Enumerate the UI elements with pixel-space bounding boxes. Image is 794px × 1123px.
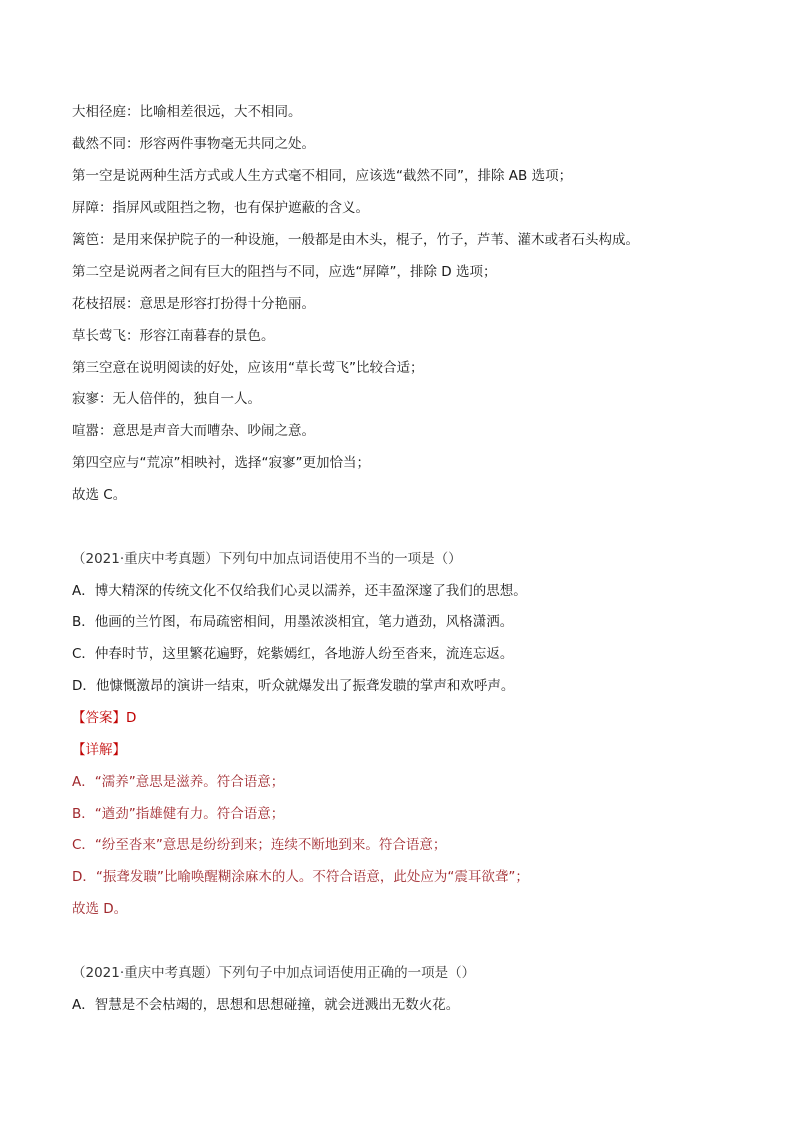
question-stem: （2021·重庆中考真题）下列句子中加点词语使用正确的一项是（） bbox=[72, 965, 476, 981]
detail-line: A．“濡养”意思是滋养。符合语意； bbox=[72, 774, 285, 790]
explanation-line: 第二空是说两者之间有巨大的阻挡与不同，应选“屏障”，排除 D 选项； bbox=[72, 264, 497, 280]
conclusion-line: 故选 C。 bbox=[72, 487, 127, 503]
explanation-line: 草长莺飞：形容江南暮春的景色。 bbox=[72, 328, 275, 344]
explanation-line: 第四空应与“荒凉”相映衬，选择“寂寥”更加恰当； bbox=[72, 455, 370, 471]
explanation-line: 寂寥：无人倍伴的，独自一人。 bbox=[72, 391, 261, 407]
option-b: B．他画的兰竹图，布局疏密相间，用墨浓淡相宜，笔力遒劲，风格潇洒。 bbox=[72, 614, 514, 630]
option-a: A．博大精深的传统文化不仅给我们心灵以濡养，还丰盈深邃了我们的思想。 bbox=[72, 583, 527, 599]
explanation-line: 花枝招展：意思是形容打扮得十分艳丽。 bbox=[72, 296, 315, 312]
explanation-line: 大相径庭：比喻相差很远，大不相同。 bbox=[72, 104, 302, 120]
explanation-line: 第三空意在说明阅读的好处，应该用“草长莺飞”比较合适； bbox=[72, 360, 424, 376]
explanation-line: 篱笆：是用来保护院子的一种设施，一般都是由木头，棍子，竹子，芦苇、灌木或者石头构成。 bbox=[72, 232, 639, 248]
question-stem: （2021·重庆中考真题）下列句中加点词语使用不当的一项是（） bbox=[72, 551, 462, 567]
explanation-line: 屏障：指屏风或阻挡之物，也有保护遮蔽的含义。 bbox=[72, 200, 369, 216]
explanation-line: 第一空是说两种生活方式或人生方式毫不相同，应该选“截然不同”，排除 AB 选项； bbox=[72, 168, 573, 184]
option-d: D．他慷慨激昂的演讲一结束，听众就爆发出了振聋发聩的掌声和欢呼声。 bbox=[72, 678, 515, 694]
detail-line: B．“遒劲”指雄健有力。符合语意； bbox=[72, 806, 285, 822]
option-c: C．仲春时节，这里繁花遍野，姹紫嫣红，各地游人纷至沓来，流连忘返。 bbox=[72, 646, 514, 662]
detail-conclusion: 故选 D。 bbox=[72, 901, 128, 917]
detail-line: C．“纷至沓来”意思是纷纷到来；连续不断地到来。符合语意； bbox=[72, 837, 447, 853]
detail-line: D．“振聋发聩”比喻唤醒糊涂麻木的人。不符合语意，此处应为“震耳欲聋”； bbox=[72, 869, 529, 885]
option-a: A．智慧是不会枯竭的，思想和思想碰撞，就会迸溅出无数火花。 bbox=[72, 997, 460, 1013]
explanation-line: 喧嚣：意思是声音大而嘈杂、吵闹之意。 bbox=[72, 423, 315, 439]
explanation-line: 截然不同：形容两件事物毫无共同之处。 bbox=[72, 136, 315, 152]
answer-label: 【答案】D bbox=[72, 710, 137, 726]
detail-label: 【详解】 bbox=[72, 742, 126, 758]
